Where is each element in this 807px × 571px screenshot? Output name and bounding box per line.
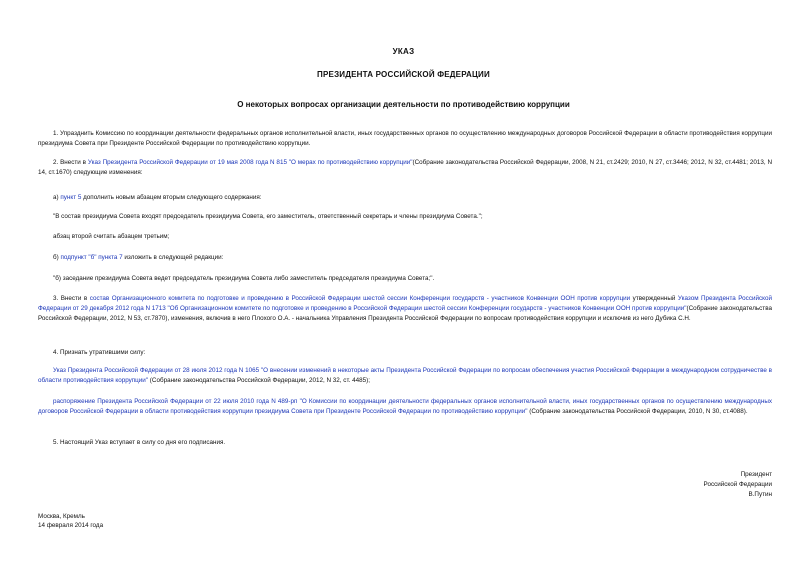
signing-date: 14 февраля 2014 года (38, 522, 104, 529)
paragraph-6-rest: изложить в следующей редакции: (122, 254, 224, 261)
paragraph-6 (53, 253, 772, 263)
org-committee-link[interactable]: состав Организационного комитета по подготовке и проведению в Российской Федерации шестой сессии Конференции государств - участников Конвенции ООН против коррупции (89, 295, 631, 302)
paragraph-5: абзац второй считать абзацем третьим; (53, 233, 170, 240)
paragraph-7: "б) заседание президиума Совета ведет председатель президиума Совета либо заместитель председателя президиума Совета;". (53, 275, 435, 282)
paragraph-1: 1. Упразднить Комиссию по координации деятельности федеральных органов исполнительной власти, иных государственных органов по осуществлению международных договоров Российской Федерации в области противодействия коррупции президиума Совета при Президенте Российской Федерации по противодействию коррупции. (38, 130, 772, 147)
document-heading: О некоторых вопросах организации деятельности по противодействию коррупции (237, 100, 570, 109)
document-subtitle: ПРЕЗИДЕНТА РОССИЙСКОЙ ФЕДЕРАЦИИ (317, 70, 490, 79)
paragraph-8 (38, 294, 772, 324)
paragraph-8-lead: 3. Внести в (53, 295, 90, 302)
subpoint-b-link[interactable]: подпункт "б" пункта 7 (60, 254, 123, 261)
paragraph-3 (53, 193, 772, 203)
paragraph-8-mid: утвержденный (630, 295, 678, 302)
signature-title: Президент (740, 471, 772, 478)
paragraph-4: "В состав президиума Совета входят председатель президиума Совета, его заместитель, ответственный секретарь и члены президиума Совета."; (53, 213, 483, 220)
paragraph-11 (38, 397, 772, 417)
paragraph-3-rest: дополнить новым абзацем вторым следующего содержания: (81, 194, 262, 201)
decree-1065-link[interactable]: Указ Президента Российской Федерации от 28 июля 2012 года N 1065 "О внесении изменений в некоторые акты Президента Российской Федерации по вопросам обеспечения участия Российской Федерации в международном сотрудничестве в области противодействия коррупции" (38, 367, 772, 384)
decree-815-link[interactable]: Указ Президента Российской Федерации от 19 мая 2008 года N 815 "О мерах по противодействию коррупции" (87, 159, 413, 166)
paragraph-10-rest: (Собрание законодательства Российской Федерации, 2012, N 32, ст. 4485); (148, 377, 370, 384)
signature-country: Российской Федерации (703, 481, 772, 488)
point-5-link[interactable]: пункт 5 (60, 194, 82, 201)
paragraph-2-rest: (Собрание законодательства Российской Федерации, 2008, N 21, ст.2429; 2010, N 27, ст.3446; 2012, N 32, ст.4481; 2013, N 14, ст.1670) следующие изменения: (38, 159, 773, 176)
paragraph-8-rest: (Собрание законодательства Российской Федерации, 2012, N 53, ст.7870), изменения, включив в него Плохого О.А. - начальника Управления Президента Российской Федерации по вопросам противодействия коррупции и исключив из него Дубика С.Н. (38, 305, 772, 322)
paragraph-10 (38, 366, 772, 386)
paragraph-2-lead: 2. Внести в (53, 159, 88, 166)
signing-place: Москва, Кремль (38, 513, 85, 520)
decree-1713-link[interactable]: Указом Президента Российской Федерации от 29 декабря 2012 года N 1713 "Об Организационном комитете по подготовке и проведению в Российской Федерации шестой сессии Конференции государств - участников Конвенции ООН против коррупции" (38, 295, 772, 312)
document-title: УКАЗ (392, 47, 415, 56)
paragraph-2 (38, 158, 772, 178)
paragraph-6-lead: б) (53, 254, 61, 261)
paragraph-11-rest: (Собрание законодательства Российской Федерации, 2010, N 30, ст.4088). (527, 408, 748, 415)
paragraph-3-lead: а) (53, 194, 61, 201)
signature-name: В.Путин (748, 491, 772, 498)
order-489-link[interactable]: распоряжение Президента Российской Федерации от 22 июля 2010 года N 489-рп "О Комиссии по координации деятельности федеральных органов исполнительной власти, иных государственных органов по осуществлению международных договоров Российской Федерации в области противодействия коррупции президиума Совета при Президенте Российской Федерации по противодействию коррупции" (38, 398, 772, 415)
paragraph-9: 4. Признать утратившими силу: (53, 349, 146, 356)
paragraph-12: 5. Настоящий Указ вступает в силу со дня его подписания. (53, 439, 226, 446)
